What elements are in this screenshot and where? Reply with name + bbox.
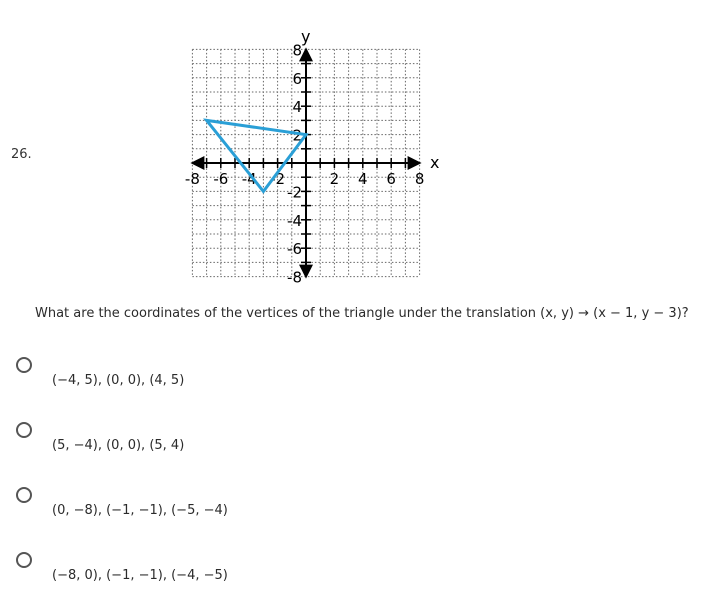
y-tick-label: -4 — [287, 211, 302, 230]
y-tick-label: 4 — [292, 98, 302, 117]
answer-option-label: (−4, 5), (0, 0), (4, 5) — [52, 373, 185, 388]
x-tick-label: 4 — [358, 170, 368, 188]
y-tick-label: 2 — [292, 126, 302, 145]
question-number: 26. — [11, 147, 32, 162]
radio-button[interactable] — [16, 357, 32, 373]
x-tick-label: 8 — [414, 170, 425, 188]
answer-option-3[interactable] — [14, 487, 414, 527]
radio-button[interactable] — [16, 422, 32, 438]
answer-option-label: (−8, 0), (−1, −1), (−4, −5) — [52, 568, 228, 583]
y-tick-label: 6 — [292, 69, 302, 88]
x-tick-label: -6 — [213, 170, 229, 188]
x-tick-label: -2 — [270, 170, 286, 188]
y-tick-label: -2 — [287, 183, 302, 202]
x-tick-label: -4 — [241, 170, 257, 188]
radio-button[interactable] — [16, 552, 32, 568]
answer-option-1[interactable] — [14, 357, 414, 397]
answer-option-4[interactable] — [14, 552, 414, 592]
axes — [190, 47, 421, 278]
radio-button[interactable] — [16, 487, 32, 503]
y-tick-label: -6 — [287, 240, 302, 259]
y-tick-label: -8 — [287, 268, 302, 287]
x-axis-label: x — [430, 153, 440, 172]
x-tick-label: 6 — [386, 170, 396, 188]
y-tick-label: 8 — [292, 41, 302, 60]
y-axis-label: y — [301, 27, 311, 46]
x-tick-label: 2 — [329, 170, 340, 188]
answer-option-label: (5, −4), (0, 0), (5, 4) — [52, 438, 185, 453]
coordinate-graph — [0, 0, 724, 300]
x-tick-label: -8 — [184, 170, 200, 188]
answer-option-2[interactable] — [14, 422, 414, 462]
answer-option-label: (0, −8), (−1, −1), (−5, −4) — [52, 503, 228, 518]
question-prompt: What are the coordinates of the vertices of the triangle under the translation (x, y) → (x − 1, y − 3)? — [35, 306, 689, 321]
